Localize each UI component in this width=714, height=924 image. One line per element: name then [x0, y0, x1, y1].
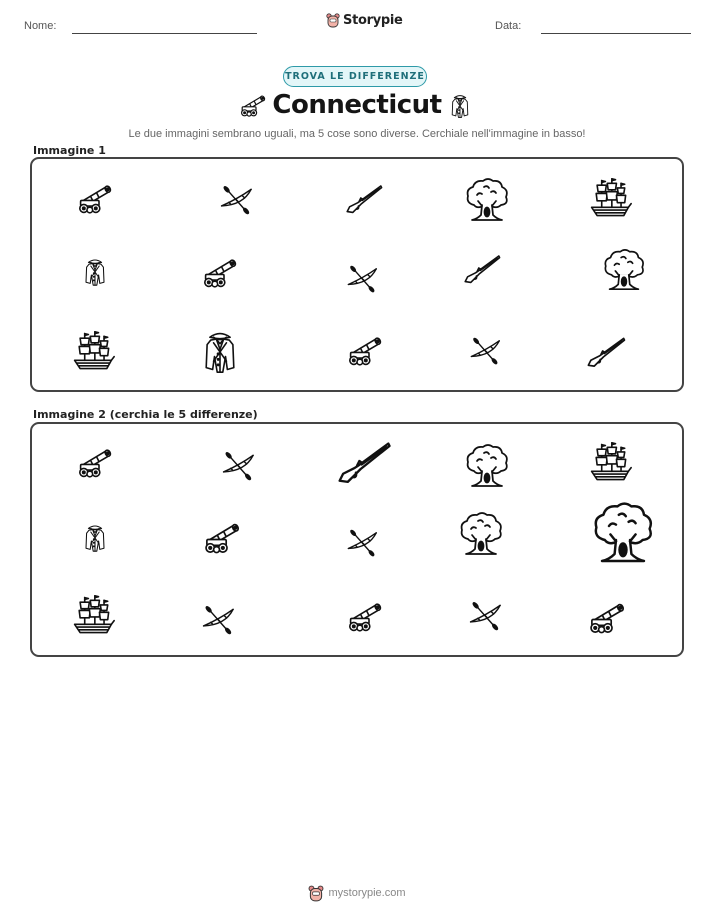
image1-canoe-icon — [213, 180, 259, 216]
image1-musket-icon — [456, 248, 508, 288]
image2-canoe-icon[interactable] — [215, 446, 261, 482]
image2-cannon-icon[interactable] — [70, 442, 120, 482]
image1-musket-icon — [580, 330, 632, 372]
image2-cannon-icon[interactable] — [197, 516, 247, 558]
image1-colonial-soldier-icon — [197, 326, 243, 378]
bear-mascot-icon — [326, 12, 340, 28]
activity-badge: TROVA LE DIFFERENZE — [283, 66, 427, 87]
footer-url[interactable]: mystorypie.com — [328, 887, 406, 899]
image2-oak-tree-icon[interactable] — [588, 496, 658, 570]
page-title: Connecticut — [272, 90, 442, 120]
image2-ship-icon[interactable] — [70, 592, 116, 640]
image2-oak-tree-icon[interactable] — [456, 508, 506, 560]
image1-cannon-icon — [70, 178, 120, 218]
image2-cannon-icon[interactable] — [582, 596, 632, 638]
bear-mascot-icon — [308, 884, 324, 902]
image2-label: Immagine 2 (cerchia le 5 differenze) — [33, 408, 258, 421]
footer — [0, 884, 714, 902]
image1-colonial-soldier-icon — [80, 246, 110, 298]
image1-oak-tree-icon — [600, 244, 648, 296]
image1-canoe-icon — [462, 332, 508, 366]
name-field[interactable] — [72, 33, 257, 34]
image1-oak-tree-icon — [462, 174, 512, 226]
image2-musket-icon[interactable] — [326, 432, 402, 490]
image2-canoe-icon[interactable] — [195, 600, 241, 636]
image1-cannon-icon — [340, 330, 390, 370]
image1-ship-icon — [586, 176, 634, 222]
brand-name: Storypie — [343, 12, 403, 28]
image1-ship-icon — [70, 328, 116, 376]
image2-oak-tree-icon[interactable] — [462, 440, 512, 492]
date-field[interactable] — [541, 33, 691, 34]
image2-canoe-icon[interactable] — [462, 596, 508, 632]
image2-cannon-icon[interactable] — [340, 596, 390, 636]
name-label: Nome: — [24, 20, 57, 32]
image2-ship-icon[interactable] — [586, 440, 634, 486]
image1-label: Immagine 1 — [33, 144, 106, 157]
instructions: Le due immagini sembrano uguali, ma 5 cose sono diverse. Cerchiale nell'immagine in basso! — [128, 128, 586, 140]
date-label: Data: — [495, 20, 522, 32]
image2-canoe-icon[interactable] — [340, 524, 384, 558]
title-soldier-icon — [447, 90, 473, 122]
brand-logo — [326, 12, 403, 28]
image1-cannon-icon — [195, 252, 245, 292]
image1-canoe-icon — [340, 260, 384, 294]
image2-colonial-soldier-icon[interactable] — [80, 512, 110, 564]
image1-musket-icon — [338, 178, 390, 218]
